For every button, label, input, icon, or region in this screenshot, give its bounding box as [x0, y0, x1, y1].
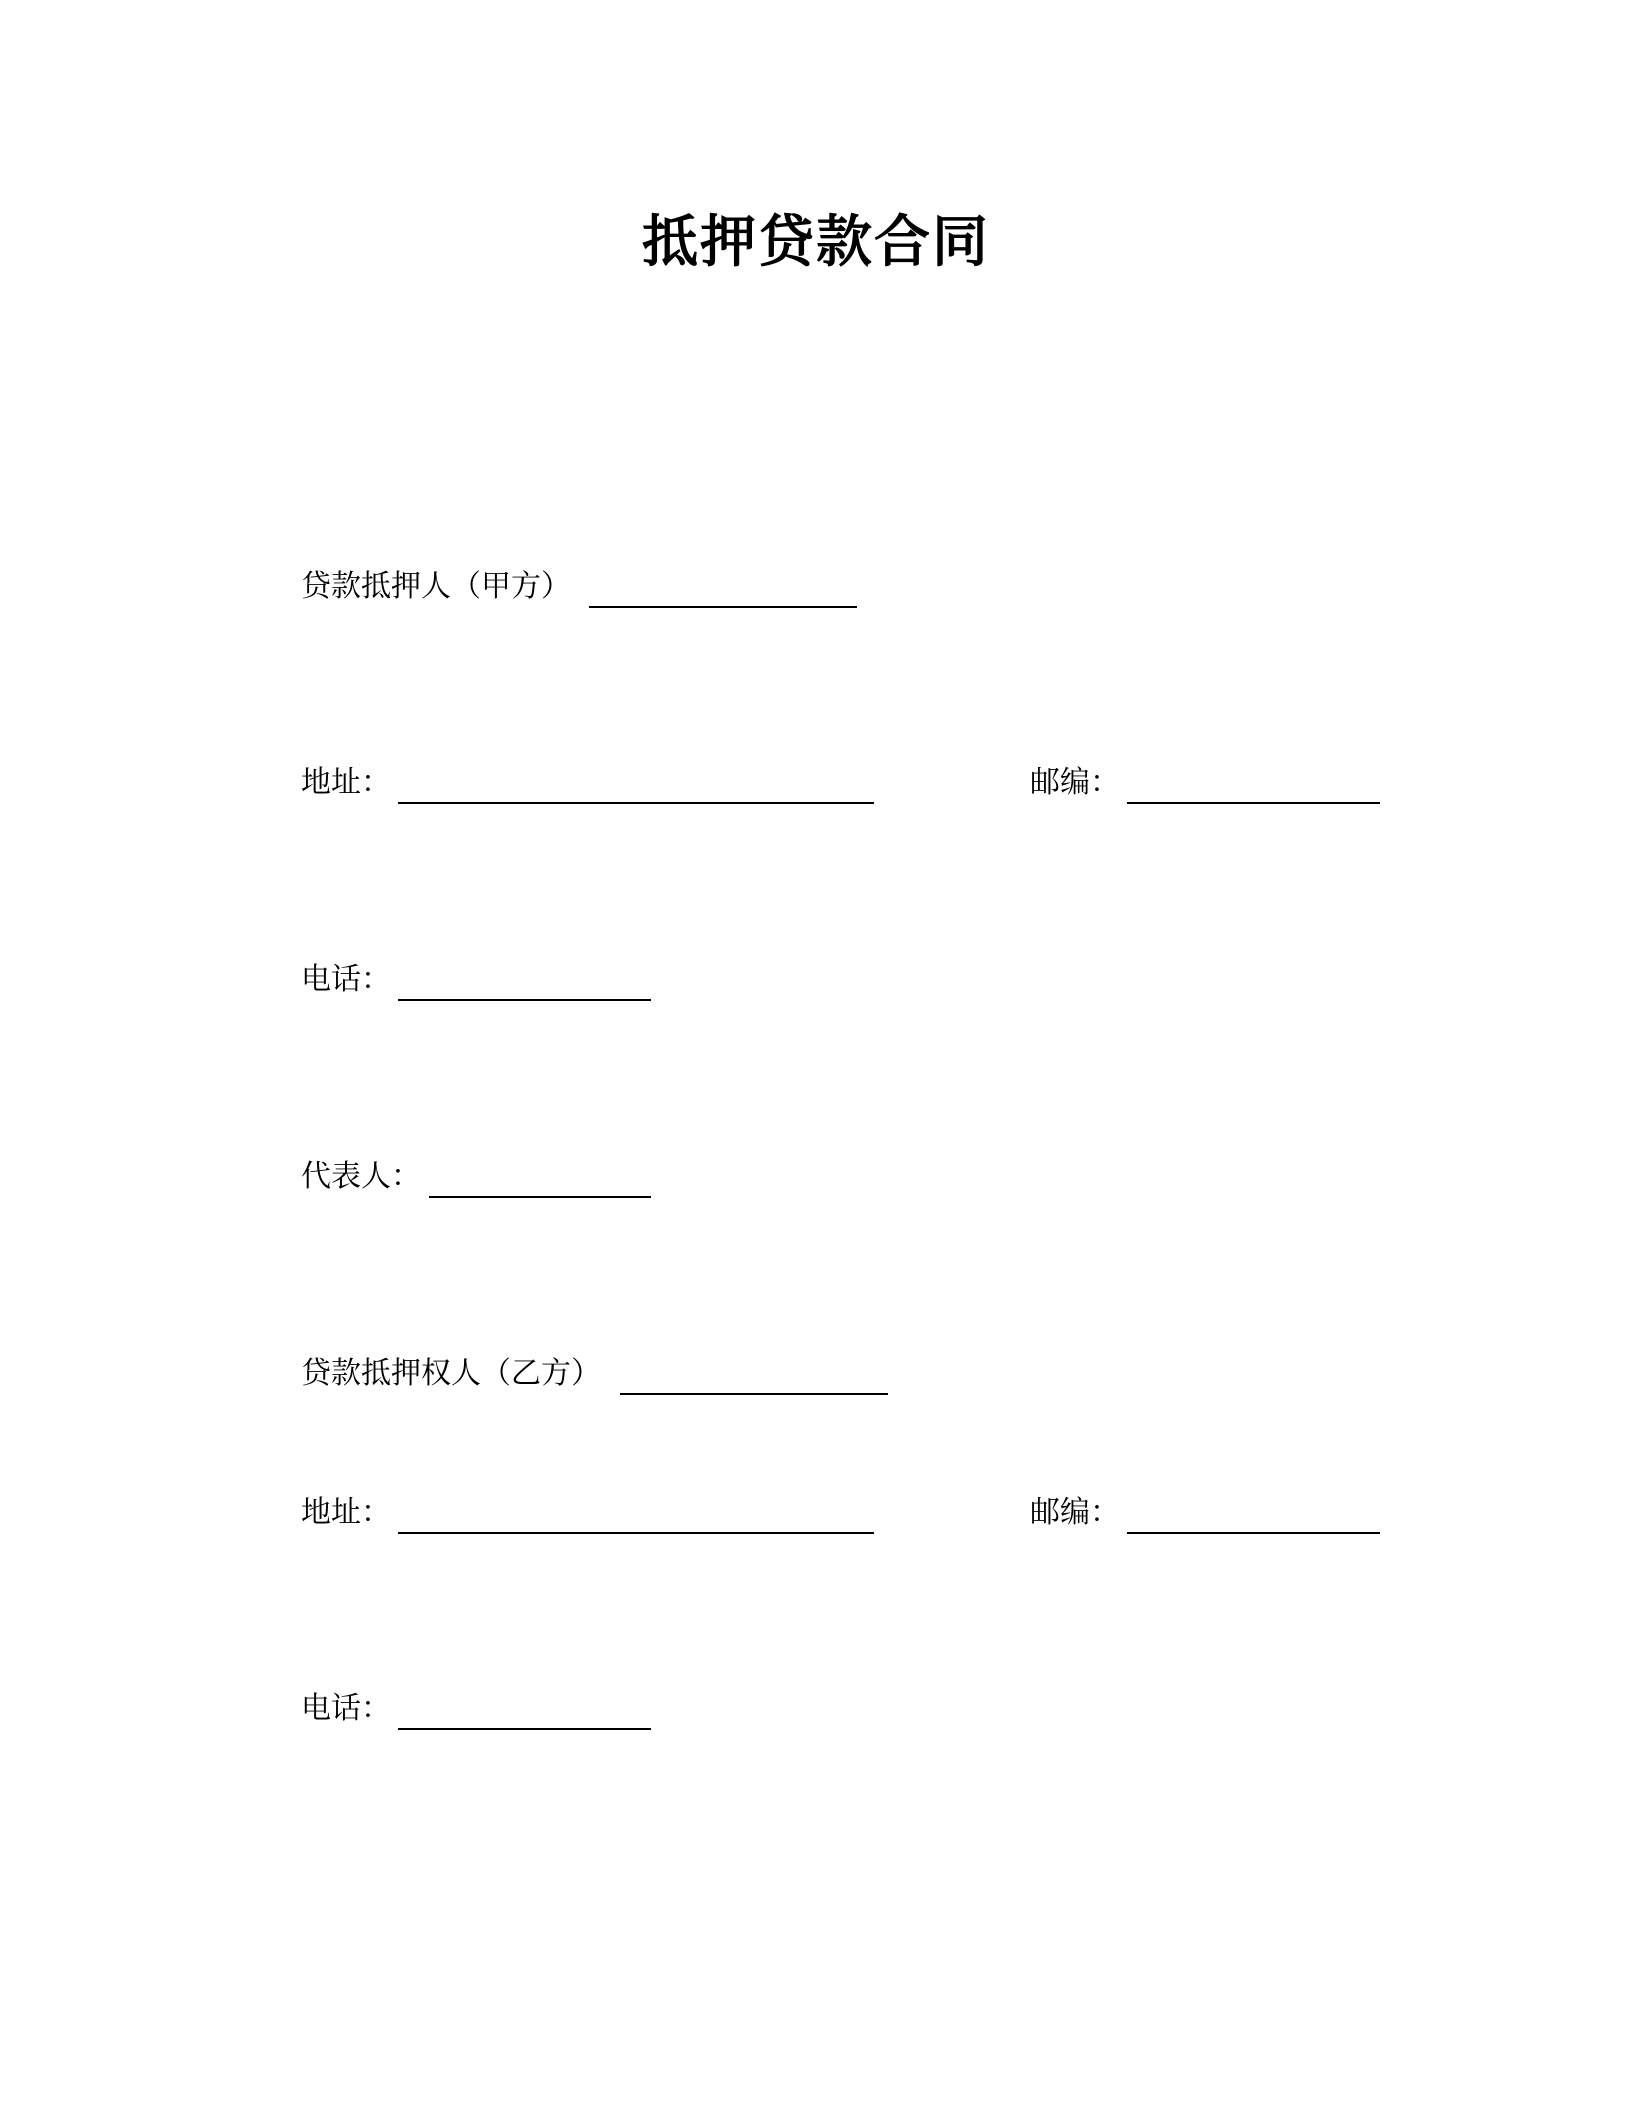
party-b-postcode-blank[interactable] [1127, 1532, 1380, 1534]
party-b-phone-blank[interactable] [398, 1728, 651, 1730]
party-b-name-blank[interactable] [620, 1393, 888, 1395]
party-a-name-blank[interactable] [589, 606, 857, 608]
party-b-postcode-label: 邮编： [1030, 1495, 1120, 1530]
party-a-representative-label: 代表人： [301, 1159, 421, 1194]
party-a-address-blank[interactable] [398, 802, 874, 804]
party-b-phone-label: 电话： [301, 1691, 391, 1726]
party-a-phone-blank[interactable] [398, 999, 651, 1001]
party-a-postcode-label: 邮编： [1030, 765, 1120, 800]
document-title: 抵押贷款合同 [642, 210, 990, 275]
party-b-address-label: 地址： [301, 1495, 391, 1530]
party-b-name-label: 贷款抵押权人（乙方） [301, 1356, 601, 1391]
party-b-address-blank[interactable] [398, 1532, 874, 1534]
party-a-name-label: 贷款抵押人（甲方） [301, 569, 571, 604]
party-a-address-label: 地址： [301, 765, 391, 800]
party-a-postcode-blank[interactable] [1127, 802, 1380, 804]
party-a-representative-blank[interactable] [429, 1196, 651, 1198]
party-a-phone-label: 电话： [301, 962, 391, 997]
